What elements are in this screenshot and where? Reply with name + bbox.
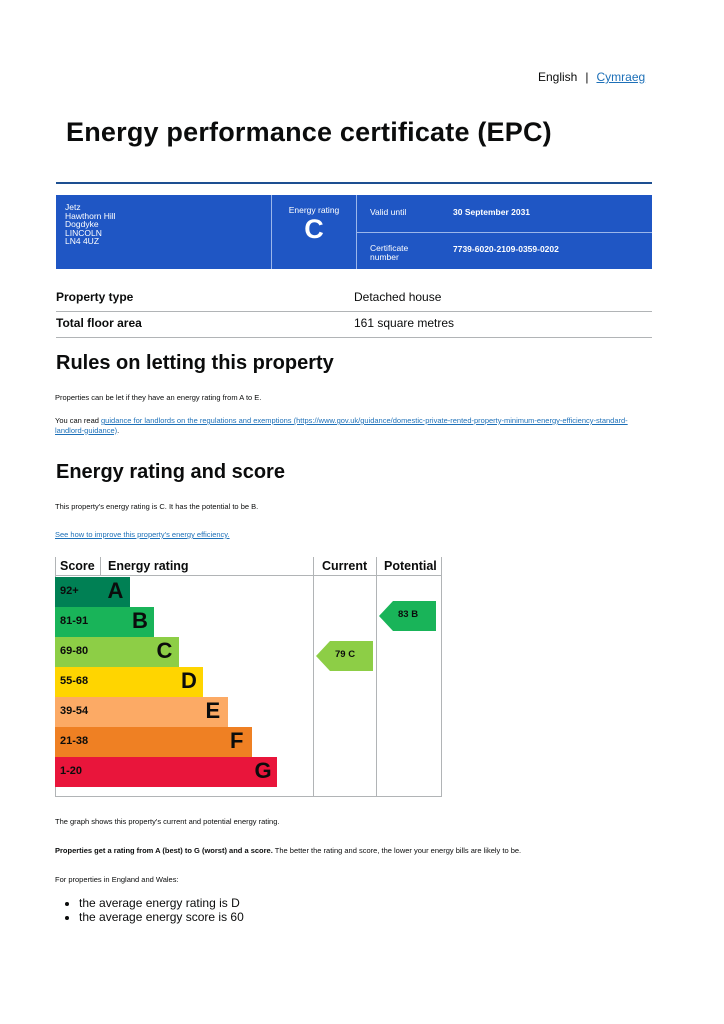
chart-border <box>55 796 442 797</box>
chart-header-rating: Energy rating <box>108 559 189 573</box>
address-line: LN4 4UZ <box>65 236 100 247</box>
chart-header-potential: Potential <box>384 559 437 573</box>
band-letter: F <box>230 728 244 753</box>
rating-explanation-rest: The better the rating and score, the lower your energy bills are likely to be. <box>272 846 522 855</box>
energy-rating-value: C <box>304 214 324 244</box>
energy-rating-label: Energy rating <box>288 205 340 215</box>
language-welsh-link[interactable]: Cymraeg <box>596 70 646 84</box>
address-line: Hawthorn Hill <box>65 210 116 221</box>
rating-band-c <box>55 637 179 667</box>
current-rating-arrow-label: 79 C <box>335 649 356 660</box>
band-score: 69-80 <box>60 645 89 657</box>
title-divider <box>56 182 652 184</box>
chart-header-divider <box>55 575 442 576</box>
rules-guidance-paragraph <box>55 416 647 435</box>
floor-area-value: 161 square metres <box>354 316 455 330</box>
rating-band-b <box>55 607 154 637</box>
current-rating-arrow <box>316 641 373 671</box>
certificate-number-value: 7739-6020-2109-0359-0202 <box>453 244 559 254</box>
rating-band-g <box>55 757 277 787</box>
energy-rating-cell <box>272 195 356 269</box>
language-current: English <box>538 70 578 84</box>
floor-area-label: Total floor area <box>56 316 142 330</box>
property-type-value: Detached house <box>354 290 442 304</box>
divider <box>357 232 652 233</box>
band-letter: B <box>132 608 148 633</box>
band-letter: C <box>156 638 173 663</box>
chart-header-current: Current <box>322 559 368 573</box>
graph-note: The graph shows this property's current and potential energy rating. <box>55 817 280 826</box>
property-type-row <box>56 286 652 312</box>
page-title: Energy performance certificate (EPC) <box>66 117 552 147</box>
chart-header-score: Score <box>60 559 95 573</box>
rating-band-e <box>55 697 228 727</box>
band-score: 92+ <box>60 585 79 597</box>
property-type-label: Property type <box>56 290 134 304</box>
energy-summary: This property's energy rating is C. It has the potential to be B. <box>55 502 259 511</box>
energy-rating-chart <box>55 557 442 797</box>
address-line: LINCOLN <box>65 227 102 238</box>
potential-rating-arrow <box>379 601 436 631</box>
energy-heading: Energy rating and score <box>56 461 285 483</box>
rating-explanation-bold: Properties get a rating from A (best) to G (worst) and a score. <box>55 846 273 855</box>
valid-until-label: Valid until <box>370 207 407 217</box>
language-separator: | <box>585 70 589 84</box>
band-letter: D <box>181 668 197 693</box>
band-score: 55-68 <box>60 675 89 687</box>
band-letter: E <box>205 698 221 723</box>
band-score: 21-38 <box>60 735 89 747</box>
landlord-guidance-link[interactable]: guidance for landlords on the regulations and exemptions (https://www.gov.uk/guidance/domestic-private-rented-property-minimum-energy-efficiency-standard-landlord-guidance) <box>55 416 628 435</box>
language-switcher <box>538 70 645 84</box>
rules-guidance-prefix: You can read <box>55 416 102 425</box>
certificate-number-label: Certificate number <box>370 243 409 262</box>
band-letter: G <box>254 758 272 783</box>
band-letter: A <box>107 578 124 603</box>
property-address <box>56 195 271 269</box>
list-item: • the average energy score is 60 <box>79 910 244 924</box>
list-item: • the average energy rating is D <box>79 896 244 910</box>
rules-heading: Rules on letting this property <box>56 352 334 374</box>
rating-band-d <box>55 667 203 697</box>
band-score: 1-20 <box>60 765 83 777</box>
band-score: 39-54 <box>60 705 89 717</box>
rating-band-a <box>55 577 130 607</box>
rating-explanation <box>55 846 655 856</box>
certificate-header <box>56 195 652 269</box>
floor-area-row <box>56 312 652 338</box>
valid-until-value: 30 September 2031 <box>453 207 531 217</box>
band-score: 81-91 <box>60 615 89 627</box>
address-line: Jetz <box>65 202 81 212</box>
chart-column-divider <box>313 557 314 797</box>
england-wales-label: For properties in England and Wales: <box>55 875 179 884</box>
rating-band-f <box>55 727 252 757</box>
potential-rating-arrow-label: 83 B <box>398 609 419 620</box>
rules-guidance-suffix: . <box>117 425 120 435</box>
rules-paragraph: Properties can be let if they have an energy rating from A to E. <box>55 393 262 402</box>
chart-column-divider <box>376 557 377 797</box>
chart-border <box>441 557 442 797</box>
improve-efficiency-link[interactable]: See how to improve this property's energy efficiency. <box>55 530 230 539</box>
average-ratings-list <box>55 896 244 924</box>
address-line: Dogdyke <box>65 219 99 230</box>
chart-column-divider <box>100 557 101 575</box>
